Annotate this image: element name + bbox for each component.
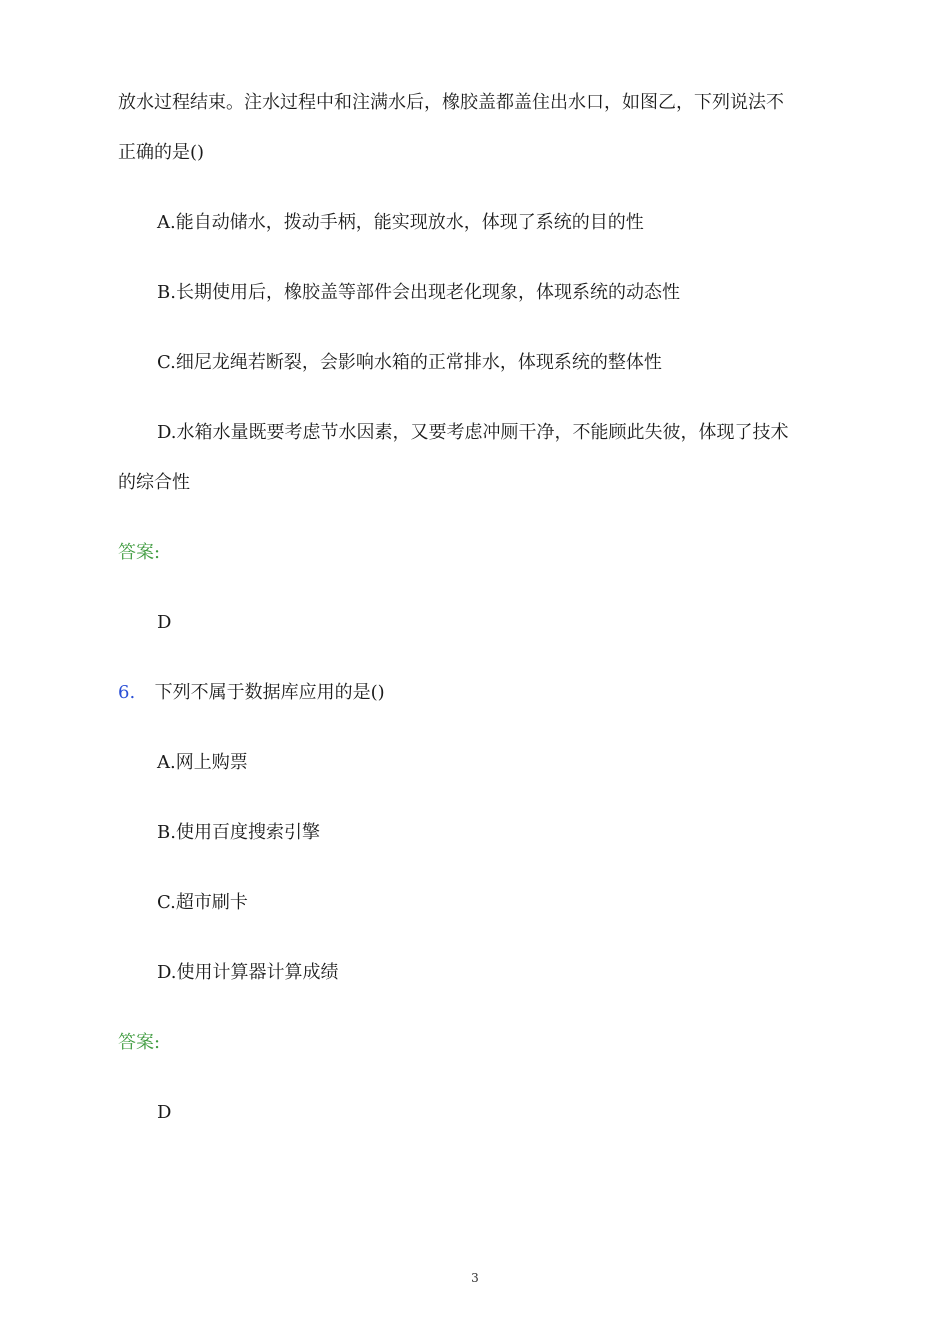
question-stem-line: 正确的是() xyxy=(118,142,205,163)
option-d-continuation: 的综合性 xyxy=(118,472,190,493)
answer-label: 答案: xyxy=(118,1032,161,1053)
question-stem xyxy=(118,681,385,705)
question-stem-line: 放水过程结束。注水过程中和注满水后，橡胶盖都盖住出水口，如图乙，下列说法不 xyxy=(118,92,784,113)
answer-label: 答案: xyxy=(118,542,161,563)
page-number: 3 xyxy=(471,1271,479,1285)
answer-value: D xyxy=(157,612,172,633)
option-a: A.网上购票 xyxy=(157,752,248,773)
question-number: 6. xyxy=(118,682,136,703)
option-a: A.能自动储水，拨动手柄，能实现放水，体现了系统的目的性 xyxy=(157,212,644,233)
option-d: D.使用计算器计算成绩 xyxy=(157,962,339,983)
option-d: D.水箱水量既要考虑节水因素，又要考虑冲厕干净，不能顾此失彼，体现了技术 xyxy=(157,422,789,443)
option-c: C.细尼龙绳若断裂，会影响水箱的正常排水，体现系统的整体性 xyxy=(157,352,662,373)
option-b: B.使用百度搜索引擎 xyxy=(157,822,320,843)
question-text: 下列不属于数据库应用的是() xyxy=(154,682,385,703)
option-c: C.超市刷卡 xyxy=(157,892,248,913)
option-b: B.长期使用后，橡胶盖等部件会出现老化现象，体现系统的动态性 xyxy=(157,282,680,303)
answer-value: D xyxy=(157,1102,172,1123)
